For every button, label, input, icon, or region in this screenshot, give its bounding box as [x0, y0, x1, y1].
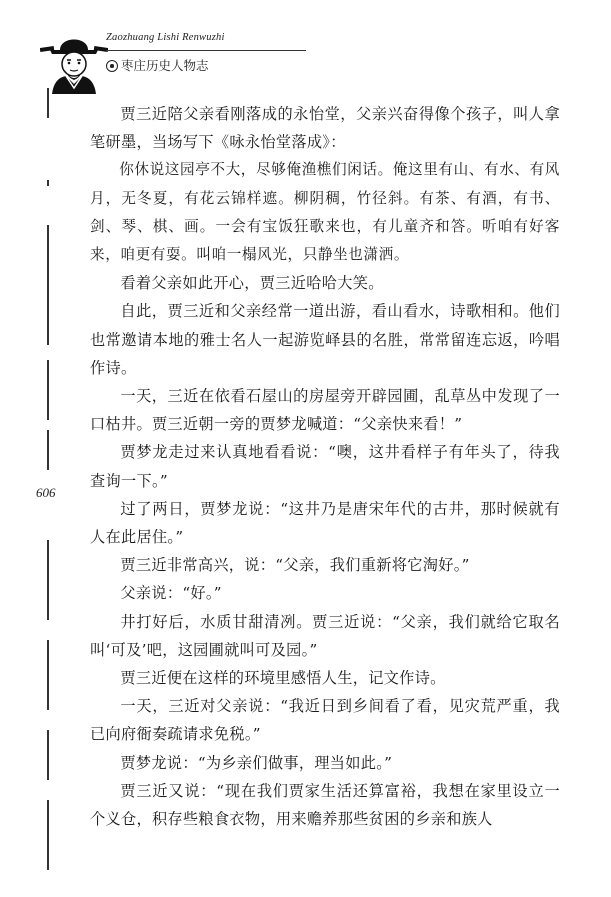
margin-line [47, 640, 49, 710]
paragraph: 一天，三近对父亲说：“我近日到乡间看了看，见灾荒严重，我已向府衙奏疏请求免税。” [90, 697, 560, 744]
page-number: 606 [36, 485, 56, 500]
poem-paragraph: 你休说这园亭不大，尽够俺渔樵们闲话。俺这里有山、有水、有风月，无冬夏，有花云锦样遮。柳阴稠，竹径斜。有茶、有酒，有书、剑、琴、棋、画。一会有宝饭狂歌来也，有儿童齐和答。听咱有好客来，咱更有耍。叫咱一榻风光，只静坐也潇洒。 [90, 161, 560, 264]
portrait-illustration [40, 28, 108, 94]
header-title-english: Zaozhuang Lishi Renwuzhi [106, 32, 225, 43]
paragraph: 一天，三近在依看石屋山的房屋旁开辟园圃，乱草丛中发现了一口枯井。贾三近朝一旁的贾梦龙喊道：“父亲快来看！” [90, 387, 560, 434]
body-text [90, 100, 560, 833]
header-title-chinese-text: 枣庄历史人物志 [121, 58, 209, 73]
margin-line [47, 730, 49, 780]
margin-line [47, 540, 49, 620]
margin-line [47, 180, 49, 186]
paragraph: 贾梦龙说：“为乡亲们做事，理当如此。” [120, 753, 393, 772]
paragraph: 贾三近又说：“现在我们贾家生活还算富裕，我想在家里设立一个义仓，积存些粮食衣物，用来赡养那些贫困的乡亲和族人 [90, 781, 560, 829]
margin-line [47, 360, 49, 420]
paragraph: 自此，贾三近和父亲经常一道出游，看山看水，诗歌相和。他们也常邀请本地的雅士名人一起游览峄县的名胜，常常留连忘返，吟唱作诗。 [90, 302, 560, 377]
paragraph: 贾梦龙走过来认真地看看说：“噢，这井看样子有年头了，待我查询一下。” [90, 443, 560, 490]
circle-dot-icon [106, 60, 118, 72]
paragraph: 井打好后，水质甘甜清冽。贾三近说：“父亲，我们就给它取名叫‘可及’吧，这园圃就叫可及园。” [90, 612, 560, 659]
header-divider [106, 50, 306, 51]
margin-line [47, 225, 49, 345]
paragraph: 父亲说：“好。” [120, 584, 222, 603]
header-title-chinese [106, 56, 209, 74]
margin-line [47, 430, 49, 470]
paragraph: 过了两日，贾梦龙说：“这井乃是唐宋年代的古井，那时候就有人在此居住。” [90, 499, 560, 547]
margin-line [47, 800, 49, 870]
paragraph: 看着父亲如此开心，贾三近哈哈大笑。 [120, 274, 384, 293]
paragraph: 贾三近便在这样的环境里感悟人生，记文作诗。 [120, 669, 446, 688]
paragraph: 贾三近陪父亲看刚落成的永怡堂，父亲兴奋得像个孩子，叫人拿笔研墨，当场写下《咏永怡堂落成》： [90, 105, 560, 152]
paragraph: 贾三近非常高兴，说：“父亲，我们重新将它淘好。” [120, 556, 470, 575]
page-header [40, 28, 600, 98]
margin-line [47, 88, 49, 118]
